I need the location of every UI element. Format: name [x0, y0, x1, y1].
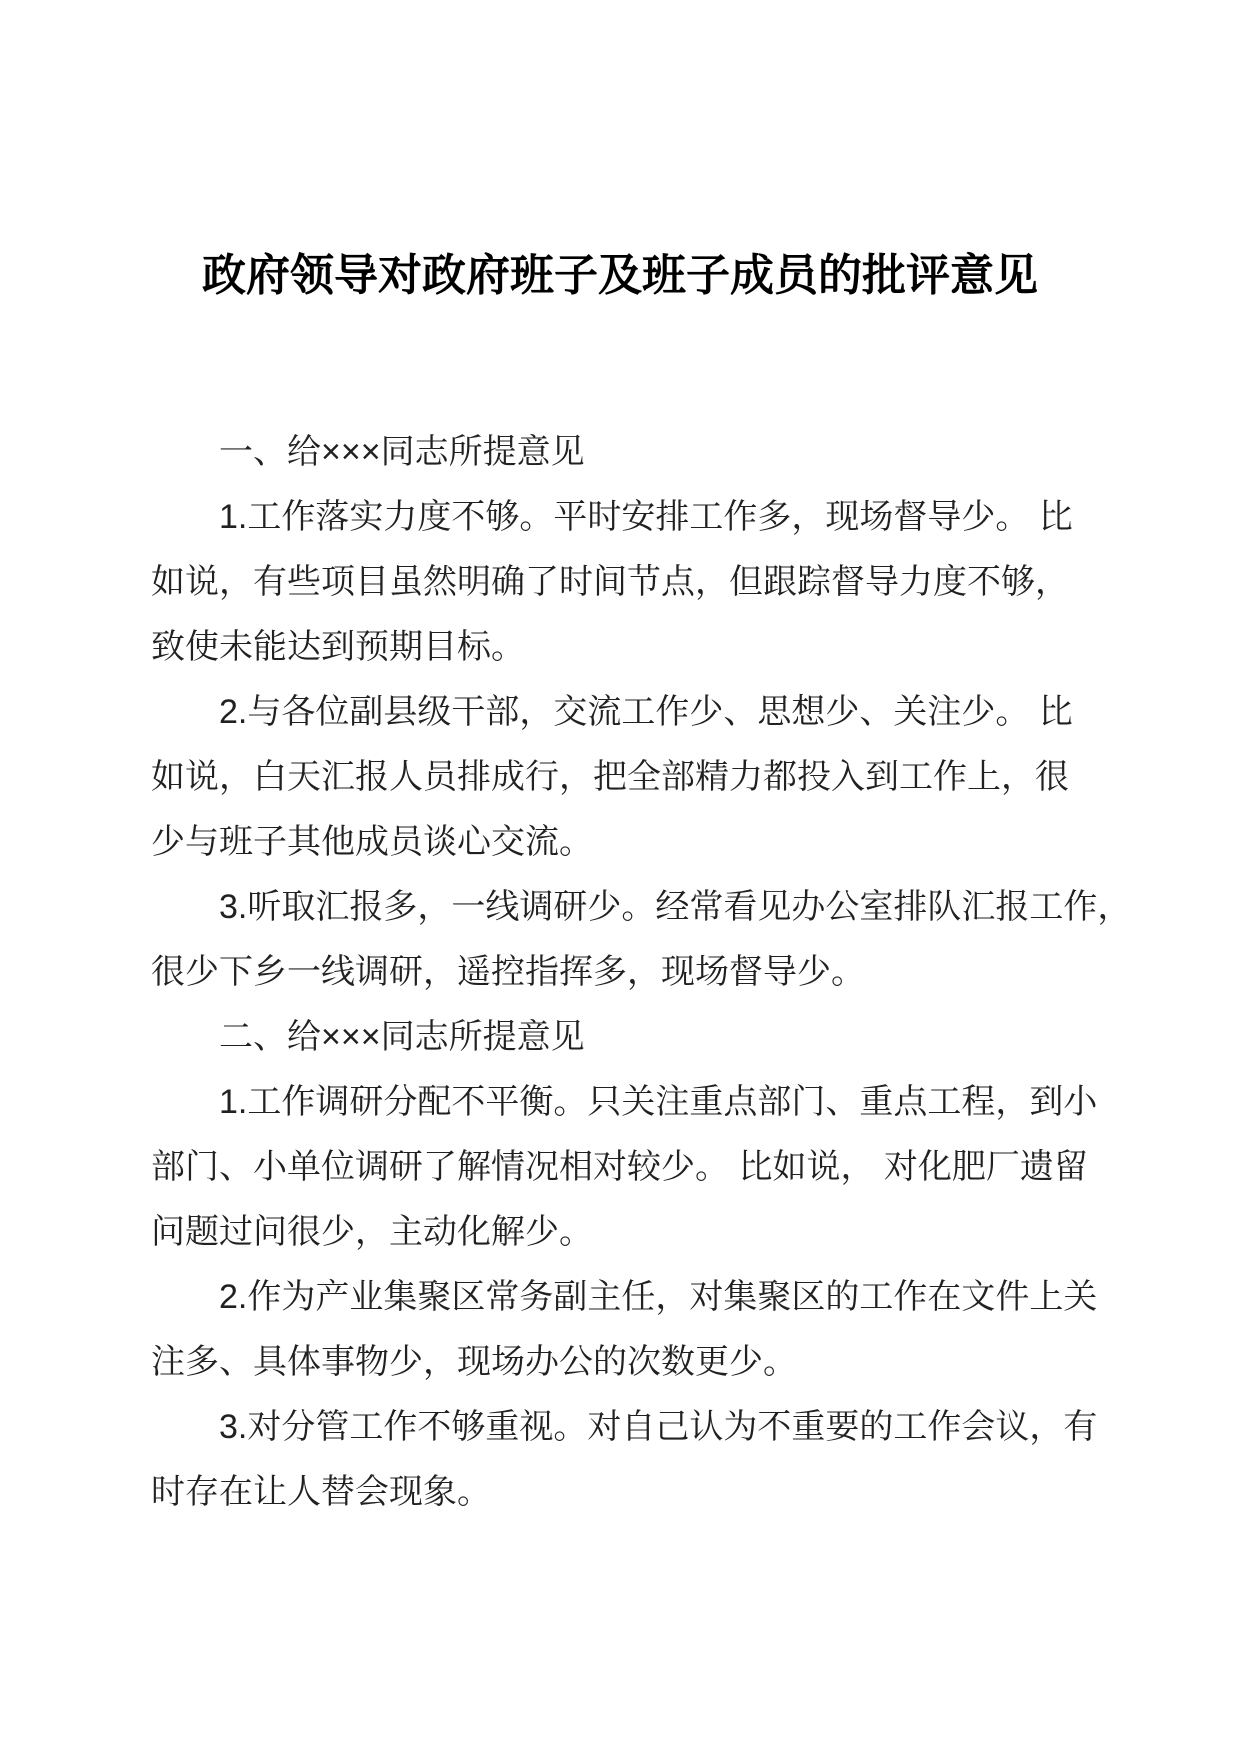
- text-line: 一、给×××同志所提意见: [219, 433, 585, 471]
- document-title: 政府领导对政府班子及班子成员的批评意见: [202, 251, 1038, 300]
- text-line: 注多、具体事物少，现场办公的次数更少。: [151, 1343, 797, 1381]
- text-line: 1.工作调研分配不平衡。只关注重点部门、重点工程，到小: [219, 1083, 1098, 1121]
- text-line: 少与班子其他成员谈心交流。: [151, 823, 593, 861]
- text-line: 部门、小单位调研了解情况相对较少。 比如说， 对化肥厂遗留: [151, 1148, 1088, 1186]
- text-line: 1.工作落实力度不够。平时安排工作多，现场督导少。 比: [219, 498, 1073, 536]
- document-body: [151, 420, 1132, 1525]
- text-line: 如说，白天汇报人员排成行，把全部精力都投入到工作上，很: [151, 758, 1069, 796]
- text-line: 致使未能达到预期目标。: [151, 628, 525, 666]
- text-line: 时存在让人替会现象。: [151, 1473, 491, 1511]
- text-line: 2.作为产业集聚区常务副主任，对集聚区的工作在文件上关: [219, 1278, 1098, 1316]
- text-line: 问题过问很少，主动化解少。: [151, 1213, 593, 1251]
- text-line: 2.与各位副县级干部，交流工作少、思想少、关注少。 比: [219, 693, 1073, 731]
- text-line: 如说，有些项目虽然明确了时间节点，但跟踪督导力度不够，: [151, 563, 1069, 601]
- text-line: 很少下乡一线调研，遥控指挥多，现场督导少。: [151, 953, 865, 991]
- text-line: 3.听取汇报多，一线调研少。经常看见办公室排队汇报工作，: [219, 888, 1132, 926]
- text-line: 3.对分管工作不够重视。对自己认为不重要的工作会议，有: [219, 1408, 1098, 1446]
- text-line: 二、给×××同志所提意见: [219, 1018, 585, 1056]
